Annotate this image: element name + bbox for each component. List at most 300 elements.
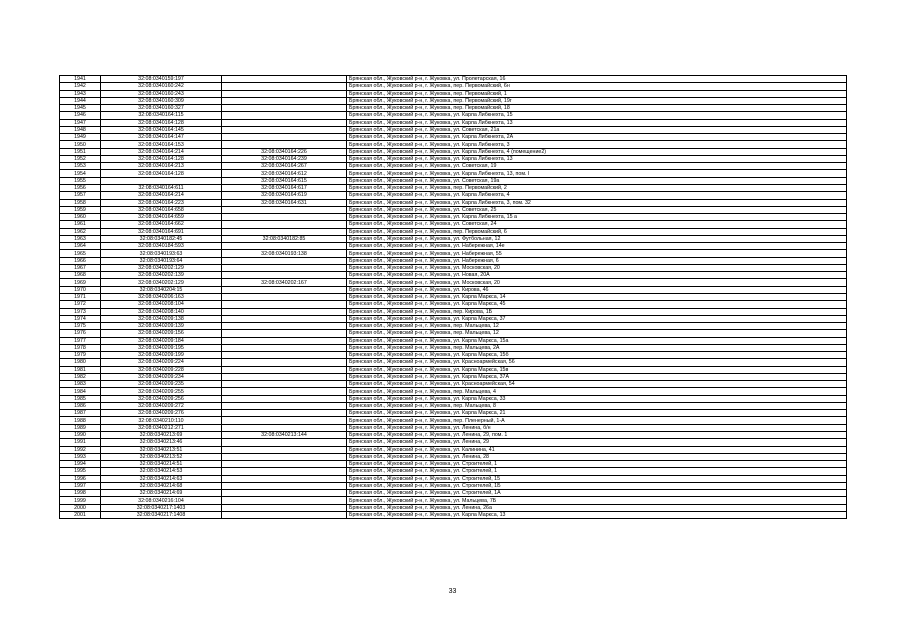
row-number-cell: 2000: [60, 504, 101, 511]
address-cell: Брянская обл., Жуковский р-н, г. Жуковка, ул. Карла Маркса, 13: [347, 511, 847, 518]
table-row: [60, 126, 847, 133]
address-cell: Брянская обл., Жуковский р-н, г. Жуковка, ул. Строителей, 15: [347, 475, 847, 482]
page-number: 33: [448, 588, 457, 595]
table-row: [60, 264, 847, 271]
row-number-cell: 1956: [60, 184, 101, 191]
related-cadastral-number-cell: [222, 105, 347, 112]
cadastral-number-cell: 32:08:0340214:68: [101, 482, 222, 489]
row-number-cell: 1971: [60, 293, 101, 300]
cadastral-number-cell: 32:08:0340164:223: [101, 199, 222, 206]
table-row: [60, 221, 847, 228]
related-cadastral-number-cell: 32:08:0340164:239: [222, 155, 347, 162]
table-row: [60, 177, 847, 184]
row-number-cell: 1973: [60, 308, 101, 315]
related-cadastral-number-cell: [222, 330, 347, 337]
table-row: [60, 410, 847, 417]
related-cadastral-number-cell: [222, 359, 347, 366]
row-number-cell: 1968: [60, 272, 101, 279]
row-number-cell: 1988: [60, 417, 101, 424]
cadastral-number-cell: 32:08:0340209:235: [101, 381, 222, 388]
related-cadastral-number-cell: [222, 373, 347, 380]
table-row: [60, 315, 847, 322]
related-cadastral-number-cell: [222, 323, 347, 330]
row-number-cell: 1959: [60, 206, 101, 213]
related-cadastral-number-cell: [222, 475, 347, 482]
related-cadastral-number-cell: [222, 446, 347, 453]
table-row: [60, 344, 847, 351]
address-cell: Брянская обл., Жуковский р-н, г. Жуковка, ул. Московская, 20: [347, 264, 847, 271]
address-cell: Брянская обл., Жуковский р-н, г. Жуковка, ул. Набережная, 14е: [347, 243, 847, 250]
related-cadastral-number-cell: [222, 243, 347, 250]
address-cell: Брянская обл., Жуковский р-н, г. Жуковка, ул. Карла Маркса, 15а: [347, 337, 847, 344]
table-row: [60, 163, 847, 170]
row-number-cell: 1947: [60, 119, 101, 126]
row-number-cell: 1998: [60, 490, 101, 497]
address-cell: Брянская обл., Жуковский р-н, г. Жуковка, ул. Ленина, б/н: [347, 424, 847, 431]
row-number-cell: 1957: [60, 192, 101, 199]
table-row: [60, 90, 847, 97]
cadastral-number-cell: 32:08:0340209:184: [101, 337, 222, 344]
cadastral-registry-table: [59, 75, 847, 519]
cadastral-number-cell: 32:08:0340209:228: [101, 366, 222, 373]
cadastral-number-cell: 32:08:0340212:271: [101, 424, 222, 431]
row-number-cell: 1951: [60, 148, 101, 155]
row-number-cell: 2001: [60, 511, 101, 518]
row-number-cell: 1954: [60, 170, 101, 177]
row-number-cell: 1984: [60, 388, 101, 395]
related-cadastral-number-cell: [222, 272, 347, 279]
row-number-cell: 1955: [60, 177, 101, 184]
cadastral-number-cell: 32:08:0340213:52: [101, 453, 222, 460]
related-cadastral-number-cell: [222, 308, 347, 315]
table-row: [60, 330, 847, 337]
cadastral-number-cell: 32:08:0340164:659: [101, 214, 222, 221]
row-number-cell: 1974: [60, 315, 101, 322]
row-number-cell: 1961: [60, 221, 101, 228]
related-cadastral-number-cell: 32:08:0340202:167: [222, 279, 347, 286]
table-row: [60, 228, 847, 235]
address-cell: Брянская обл., Жуковский р-н, г. Жуковка, ул. Карла Маркса, 21: [347, 410, 847, 417]
address-cell: Брянская обл., Жуковский р-н, г. Жуковка, ул. Карла Маркса, 15б: [347, 352, 847, 359]
row-number-cell: 1980: [60, 359, 101, 366]
address-cell: Брянская обл., Жуковский р-н, г. Жуковка, пер. Первомайский, 6: [347, 228, 847, 235]
table-row: [60, 352, 847, 359]
cadastral-number-cell: [101, 177, 222, 184]
cadastral-number-cell: 32:08:0340184:593: [101, 243, 222, 250]
cadastral-number-cell: 32:08:0340209:156: [101, 330, 222, 337]
address-cell: Брянская обл., Жуковский р-н, г. Жуковка, пер. Кирова, 1Б: [347, 308, 847, 315]
table-row: [60, 76, 847, 83]
related-cadastral-number-cell: [222, 417, 347, 424]
cadastral-number-cell: 32:08:0340164:662: [101, 221, 222, 228]
row-number-cell: 1982: [60, 373, 101, 380]
cadastral-number-cell: 32:08:0340160:309: [101, 97, 222, 104]
related-cadastral-number-cell: [222, 112, 347, 119]
row-number-cell: 1981: [60, 366, 101, 373]
cadastral-number-cell: 32:08:0340209:256: [101, 395, 222, 402]
cadastral-number-cell: 32:08:0340164:611: [101, 184, 222, 191]
address-cell: Брянская обл., Жуковский р-н, г. Жуковка, ул. Ленина, 28: [347, 453, 847, 460]
row-number-cell: 1972: [60, 301, 101, 308]
address-cell: Брянская обл., Жуковский р-н, г. Жуковка, ул. Калинина, 41: [347, 446, 847, 453]
table-row: [60, 395, 847, 402]
cadastral-number-cell: 32:08:0340213:69: [101, 432, 222, 439]
related-cadastral-number-cell: [222, 497, 347, 504]
cadastral-number-cell: 32:08:0340209:195: [101, 344, 222, 351]
cadastral-number-cell: 32:08:0340164:153: [101, 141, 222, 148]
table-row: [60, 490, 847, 497]
address-cell: Брянская обл., Жуковский р-н, г. Жуковка, ул. Красноармейская, 56: [347, 359, 847, 366]
related-cadastral-number-cell: [222, 83, 347, 90]
related-cadastral-number-cell: [222, 214, 347, 221]
row-number-cell: 1946: [60, 112, 101, 119]
address-cell: Брянская обл., Жуковский р-н, г. Жуковка, ул. Строителей, 1: [347, 468, 847, 475]
table-row: [60, 155, 847, 162]
table-row: [60, 417, 847, 424]
table-row: [60, 381, 847, 388]
table-row: [60, 97, 847, 104]
table-row: [60, 301, 847, 308]
table-row: [60, 439, 847, 446]
address-cell: Брянская обл., Жуковский р-н, г. Жуковка, ул. Карла Маркса, 15в: [347, 366, 847, 373]
related-cadastral-number-cell: [222, 388, 347, 395]
related-cadastral-number-cell: [222, 337, 347, 344]
table-row: [60, 279, 847, 286]
related-cadastral-number-cell: [222, 490, 347, 497]
cadastral-number-cell: 32:08:0340213:51: [101, 446, 222, 453]
related-cadastral-number-cell: [222, 228, 347, 235]
cadastral-number-cell: 32:08:0340202:139: [101, 272, 222, 279]
table-row: [60, 446, 847, 453]
related-cadastral-number-cell: 32:08:0340164:617: [222, 184, 347, 191]
related-cadastral-number-cell: 32:08:0340164:631: [222, 199, 347, 206]
address-cell: Брянская обл., Жуковский р-н, г. Жуковка, ул. Ленина, 29: [347, 439, 847, 446]
cadastral-number-cell: 32:08:0340160:327: [101, 105, 222, 112]
row-number-cell: 1970: [60, 286, 101, 293]
related-cadastral-number-cell: [222, 134, 347, 141]
related-cadastral-number-cell: [222, 468, 347, 475]
cadastral-number-cell: 32:08:0340209:276: [101, 410, 222, 417]
related-cadastral-number-cell: [222, 410, 347, 417]
address-cell: Брянская обл., Жуковский р-н, г. Жуковка, ул. Набережная, 55: [347, 250, 847, 257]
cadastral-number-cell: 32:08:0340160:242: [101, 83, 222, 90]
related-cadastral-number-cell: [222, 97, 347, 104]
table-row: [60, 453, 847, 460]
row-number-cell: 1995: [60, 468, 101, 475]
related-cadastral-number-cell: 32:08:0340193:138: [222, 250, 347, 257]
table-row: [60, 250, 847, 257]
table-row: [60, 366, 847, 373]
cadastral-number-cell: 32:08:0340214:63: [101, 475, 222, 482]
address-cell: Брянская обл., Жуковский р-н, г. Жуковка, ул. Карла Маркса, 37: [347, 315, 847, 322]
address-cell: Брянская обл., Жуковский р-н, г. Жуковка, ул. Карла Либкнехта, 3: [347, 141, 847, 148]
table-row: [60, 359, 847, 366]
cadastral-number-cell: 32:08:0340210:110: [101, 417, 222, 424]
cadastral-number-cell: 32:08:0340160:243: [101, 90, 222, 97]
address-cell: Брянская обл., Жуковский р-н, г. Жуковка, ул. Советская, 19: [347, 163, 847, 170]
address-cell: Брянская обл., Жуковский р-н, г. Жуковка, ул. Советская, 25: [347, 206, 847, 213]
related-cadastral-number-cell: [222, 301, 347, 308]
row-number-cell: 1996: [60, 475, 101, 482]
table-row: [60, 184, 847, 191]
related-cadastral-number-cell: [222, 293, 347, 300]
address-cell: Брянская обл., Жуковский р-н, г. Жуковка, пер. Первомайский, 6н: [347, 83, 847, 90]
address-cell: Брянская обл., Жуковский р-н, г. Жуковка, ул. Карла Либкнехта, 13: [347, 155, 847, 162]
cadastral-number-cell: 32:08:0340164:658: [101, 206, 222, 213]
table-row: [60, 286, 847, 293]
address-cell: Брянская обл., Жуковский р-н, г. Жуковка, ул. Строителей, 1А: [347, 490, 847, 497]
cadastral-number-cell: 32:08:0340164:128: [101, 155, 222, 162]
related-cadastral-number-cell: [222, 366, 347, 373]
address-cell: Брянская обл., Жуковский р-н, г. Жуковка, ул. Карла Либкнехта, 15: [347, 112, 847, 119]
table-row: [60, 388, 847, 395]
table-row: [60, 308, 847, 315]
related-cadastral-number-cell: [222, 482, 347, 489]
cadastral-number-cell: 32:08:0340202:129: [101, 279, 222, 286]
row-number-cell: 1958: [60, 199, 101, 206]
related-cadastral-number-cell: [222, 206, 347, 213]
address-cell: Брянская обл., Жуковский р-н, г. Жуковка, ул. Карла Либкнехта, 15 а: [347, 214, 847, 221]
address-cell: Брянская обл., Жуковский р-н, г. Жуковка, ул. Ленина, 26а: [347, 504, 847, 511]
related-cadastral-number-cell: [222, 76, 347, 83]
table-row: [60, 214, 847, 221]
row-number-cell: 1986: [60, 402, 101, 409]
table-row: [60, 148, 847, 155]
address-cell: Брянская обл., Жуковский р-н, г. Жуковка, ул. Набережная, 6: [347, 257, 847, 264]
address-cell: Брянская обл., Жуковский р-н, г. Жуковка, пер. Первомайский, 1: [347, 90, 847, 97]
related-cadastral-number-cell: [222, 504, 347, 511]
related-cadastral-number-cell: 32:08:0340164:267: [222, 163, 347, 170]
address-cell: Брянская обл., Жуковский р-н, г. Жуковка, ул. Кирова, 46: [347, 286, 847, 293]
row-number-cell: 1993: [60, 453, 101, 460]
related-cadastral-number-cell: 32:08:0340164:615: [222, 177, 347, 184]
address-cell: Брянская обл., Жуковский р-н, г. Жуковка, ул. Пролетарская, 16: [347, 76, 847, 83]
related-cadastral-number-cell: [222, 402, 347, 409]
table-row: [60, 199, 847, 206]
row-number-cell: 1990: [60, 432, 101, 439]
table-row: [60, 134, 847, 141]
address-cell: Брянская обл., Жуковский р-н, г. Жуковка, ул. Красноармейская, 54: [347, 381, 847, 388]
table-row: [60, 293, 847, 300]
related-cadastral-number-cell: [222, 315, 347, 322]
related-cadastral-number-cell: [222, 395, 347, 402]
row-number-cell: 1963: [60, 235, 101, 242]
row-number-cell: 1994: [60, 461, 101, 468]
row-number-cell: 1942: [60, 83, 101, 90]
cadastral-number-cell: 32:08:0340164:128: [101, 119, 222, 126]
cadastral-number-cell: 32:08:0340214:53: [101, 468, 222, 475]
cadastral-number-cell: 32:08:0340182:45: [101, 235, 222, 242]
address-cell: Брянская обл., Жуковский р-н, г. Жуковка, ул. Карла Либкнехта, 13: [347, 119, 847, 126]
table-row: [60, 432, 847, 439]
table-row: [60, 424, 847, 431]
related-cadastral-number-cell: [222, 221, 347, 228]
related-cadastral-number-cell: [222, 257, 347, 264]
address-cell: Брянская обл., Жуковский р-н, г. Жуковка, ул. Карла Либкнехта, 13, пом. I: [347, 170, 847, 177]
related-cadastral-number-cell: 32:08:0340164:619: [222, 192, 347, 199]
related-cadastral-number-cell: [222, 264, 347, 271]
table-row: [60, 112, 847, 119]
address-cell: Брянская обл., Жуковский р-н, г. Жуковка, ул. Ленина, 29, пом. 1: [347, 432, 847, 439]
related-cadastral-number-cell: [222, 119, 347, 126]
cadastral-number-cell: 32:08:0340206:163: [101, 293, 222, 300]
row-number-cell: 1969: [60, 279, 101, 286]
address-cell: Брянская обл., Жуковский р-н, г. Жуковка, ул. Московская, 20: [347, 279, 847, 286]
related-cadastral-number-cell: [222, 344, 347, 351]
table-row: [60, 243, 847, 250]
address-cell: Брянская обл., Жуковский р-н, г. Жуковка, ул. Карла Маркса, 33: [347, 395, 847, 402]
address-cell: Брянская обл., Жуковский р-н, г. Жуковка, ул. Советская, 21а: [347, 126, 847, 133]
row-number-cell: 1967: [60, 264, 101, 271]
table-row: [60, 461, 847, 468]
row-number-cell: 1962: [60, 228, 101, 235]
table-row: [60, 141, 847, 148]
related-cadastral-number-cell: [222, 286, 347, 293]
row-number-cell: 1944: [60, 97, 101, 104]
address-cell: Брянская обл., Жуковский р-н, г. Жуковка, пер. Мальцева, 12: [347, 323, 847, 330]
cadastral-number-cell: 32:08:0340164:115: [101, 112, 222, 119]
related-cadastral-number-cell: [222, 381, 347, 388]
table-row: [60, 497, 847, 504]
related-cadastral-number-cell: [222, 424, 347, 431]
row-number-cell: 1977: [60, 337, 101, 344]
cadastral-number-cell: 32:08:0340217:1403: [101, 504, 222, 511]
cadastral-number-cell: 32:08:0340213:46: [101, 439, 222, 446]
related-cadastral-number-cell: [222, 126, 347, 133]
address-cell: Брянская обл., Жуковский р-н, г. Жуковка, ул. Советская, 24: [347, 221, 847, 228]
cadastral-number-cell: 32:08:0340209:234: [101, 373, 222, 380]
table-row: [60, 170, 847, 177]
address-cell: Брянская обл., Жуковский р-н, г. Жуковка, пер. Пленерный, 1-А: [347, 417, 847, 424]
related-cadastral-number-cell: 32:08:0340164:226: [222, 148, 347, 155]
table-row: [60, 83, 847, 90]
cadastral-number-cell: 32:08:0340209:138: [101, 315, 222, 322]
row-number-cell: 1960: [60, 214, 101, 221]
row-number-cell: 1997: [60, 482, 101, 489]
address-cell: Брянская обл., Жуковский р-н, г. Жуковка, ул. Карла Маркса, 14: [347, 293, 847, 300]
cadastral-number-cell: 32:08:0340216:104: [101, 497, 222, 504]
table-row: [60, 373, 847, 380]
related-cadastral-number-cell: [222, 461, 347, 468]
row-number-cell: 1941: [60, 76, 101, 83]
address-cell: Брянская обл., Жуковский р-н, г. Жуковка, ул. Футбольная, 12: [347, 235, 847, 242]
table-row: [60, 272, 847, 279]
address-cell: Брянская обл., Жуковский р-н, г. Жуковка, ул. Карла Либкнехта, 4 (помещение2): [347, 148, 847, 155]
cadastral-number-cell: 32:08:0340209:272: [101, 402, 222, 409]
row-number-cell: 1978: [60, 344, 101, 351]
related-cadastral-number-cell: 32:08:0340213:144: [222, 432, 347, 439]
row-number-cell: 1989: [60, 424, 101, 431]
table-row: [60, 475, 847, 482]
address-cell: Брянская обл., Жуковский р-н, г. Жуковка, ул. Мальцева, 7Б: [347, 497, 847, 504]
table-row: [60, 257, 847, 264]
row-number-cell: 1945: [60, 105, 101, 112]
cadastral-number-cell: 32:08:0340193:64: [101, 257, 222, 264]
cadastral-number-cell: 32:08:0340208:104: [101, 301, 222, 308]
related-cadastral-number-cell: [222, 352, 347, 359]
cadastral-number-cell: 32:08:0340214:51: [101, 461, 222, 468]
row-number-cell: 1999: [60, 497, 101, 504]
row-number-cell: 1992: [60, 446, 101, 453]
cadastral-number-cell: 32:08:0340209:224: [101, 359, 222, 366]
cadastral-number-cell: 32:08:0340164:214: [101, 192, 222, 199]
table-row: [60, 235, 847, 242]
cadastral-number-cell: 32:08:0340164:691: [101, 228, 222, 235]
cadastral-number-cell: 32:08:0340209:255: [101, 388, 222, 395]
related-cadastral-number-cell: [222, 141, 347, 148]
table-row: [60, 192, 847, 199]
address-cell: Брянская обл., Жуковский р-н, г. Жуковка, ул. Советская, 19а: [347, 177, 847, 184]
row-number-cell: 1966: [60, 257, 101, 264]
address-cell: Брянская обл., Жуковский р-н, г. Жуковка, ул. Строителей, 1Б: [347, 482, 847, 489]
cadastral-number-cell: 32:08:0340209:199: [101, 352, 222, 359]
table-row: [60, 337, 847, 344]
related-cadastral-number-cell: [222, 453, 347, 460]
row-number-cell: 1943: [60, 90, 101, 97]
cadastral-number-cell: 32:08:0340164:147: [101, 134, 222, 141]
cadastral-number-cell: 32:08:0340217:1408: [101, 511, 222, 518]
row-number-cell: 1965: [60, 250, 101, 257]
related-cadastral-number-cell: 32:08:0340182:85: [222, 235, 347, 242]
row-number-cell: 1976: [60, 330, 101, 337]
related-cadastral-number-cell: [222, 90, 347, 97]
row-number-cell: 1950: [60, 141, 101, 148]
address-cell: Брянская обл., Жуковский р-н, г. Жуковка, пер. Мальцева, 8: [347, 402, 847, 409]
table-body: [60, 76, 847, 519]
table-row: [60, 105, 847, 112]
address-cell: Брянская обл., Жуковский р-н, г. Жуковка, пер. Мальцева, 12: [347, 330, 847, 337]
cadastral-number-cell: 32:08:0340164:128: [101, 170, 222, 177]
table-row: [60, 119, 847, 126]
related-cadastral-number-cell: [222, 439, 347, 446]
address-cell: Брянская обл., Жуковский р-н, г. Жуковка, пер. Мальцева, 2А: [347, 344, 847, 351]
row-number-cell: 1987: [60, 410, 101, 417]
related-cadastral-number-cell: [222, 511, 347, 518]
address-cell: Брянская обл., Жуковский р-н, г. Жуковка, ул. Карла Маркса, 45: [347, 301, 847, 308]
related-cadastral-number-cell: 32:08:0340164:612: [222, 170, 347, 177]
cadastral-number-cell: 32:08:0340202:129: [101, 264, 222, 271]
cadastral-number-cell: 32:08:0340159:197: [101, 76, 222, 83]
row-number-cell: 1985: [60, 395, 101, 402]
row-number-cell: 1948: [60, 126, 101, 133]
address-cell: Брянская обл., Жуковский р-н, г. Жуковка, ул. Карла Маркса, 37А: [347, 373, 847, 380]
row-number-cell: 1975: [60, 323, 101, 330]
cadastral-number-cell: 32:08:0340193:63: [101, 250, 222, 257]
cadastral-number-cell: 32:08:0340214:69: [101, 490, 222, 497]
table-row: [60, 511, 847, 518]
address-cell: Брянская обл., Жуковский р-н, г. Жуковка, пер. Первомайский, 2: [347, 184, 847, 191]
cadastral-number-cell: 32:08:0340164:145: [101, 126, 222, 133]
address-cell: Брянская обл., Жуковский р-н, г. Жуковка, ул. Карла Либкнехта, 3, пом. 32: [347, 199, 847, 206]
address-cell: Брянская обл., Жуковский р-н, г. Жуковка, пер. Первомайский, 18: [347, 105, 847, 112]
row-number-cell: 1979: [60, 352, 101, 359]
row-number-cell: 1983: [60, 381, 101, 388]
table-row: [60, 468, 847, 475]
table-row: [60, 402, 847, 409]
table-row: [60, 323, 847, 330]
cadastral-number-cell: 32:08:0340164:214: [101, 148, 222, 155]
address-cell: Брянская обл., Жуковский р-н, г. Жуковка, ул. Карла Либкнехта, 2А: [347, 134, 847, 141]
row-number-cell: 1964: [60, 243, 101, 250]
cadastral-number-cell: 32:08:0340209:139: [101, 323, 222, 330]
address-cell: Брянская обл., Жуковский р-н, г. Жуковка, ул. Новая, 20А: [347, 272, 847, 279]
registry-table-container: [59, 75, 846, 519]
row-number-cell: 1953: [60, 163, 101, 170]
row-number-cell: 1952: [60, 155, 101, 162]
row-number-cell: 1949: [60, 134, 101, 141]
row-number-cell: 1991: [60, 439, 101, 446]
cadastral-number-cell: 32:08:0340204:15: [101, 286, 222, 293]
